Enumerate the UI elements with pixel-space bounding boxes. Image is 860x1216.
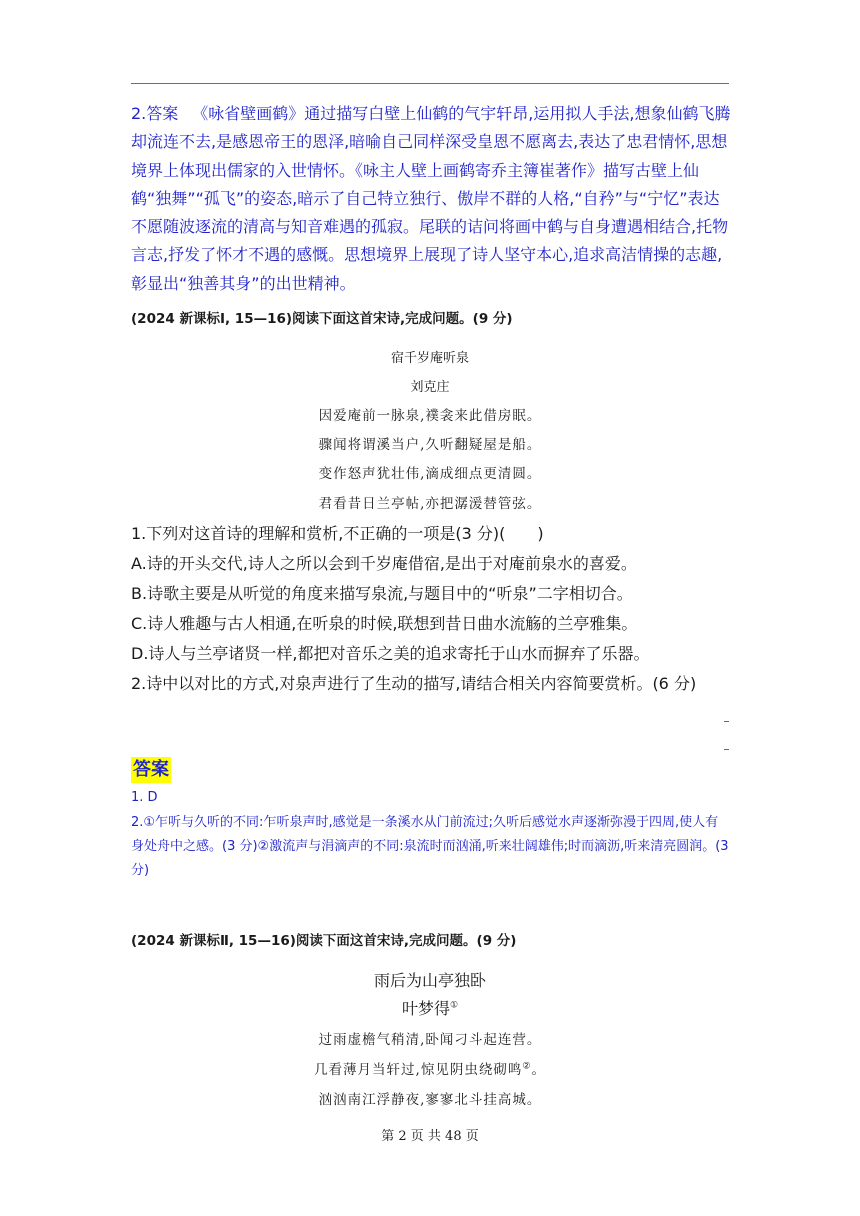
answer1-line2: 2.①乍听与久听的不同:乍听泉声时,感觉是一条溪水从门前流过;久听后感觉水声逐渐弥漫于四周,使人有身处舟中之感。(3 分)②激流声与涓滴声的不同:泉流时而汹涌,听来壮阔雄伟;时而滴沥,听来清亮圆润。(3 分) bbox=[131, 815, 729, 878]
margin-mark bbox=[724, 721, 729, 722]
option-b: B.诗歌主要是从听觉的角度来描写泉流,与题目中的“听泉”二字相切合。 bbox=[131, 584, 633, 603]
poem1-verse: 因爱庵前一脉泉,襆衾来此借房眠。 bbox=[318, 408, 542, 424]
question-2: 2.诗中以对比的方式,对泉声进行了生动的描写,请结合相关内容简要赏析。(6 分) bbox=[131, 674, 697, 693]
poem2-author: 叶梦得 bbox=[401, 999, 450, 1018]
section2-source: (2024 新课标Ⅱ, 15—16)阅读下面这首宋诗,完成问题。(9 分) bbox=[131, 933, 517, 949]
answer-heading: 答案 bbox=[131, 757, 171, 783]
footnote-marker: ② bbox=[522, 1061, 532, 1072]
footnote-marker: ① bbox=[449, 1000, 459, 1011]
poem1-verse: 君看昔日兰亭帖,亦把潺湲替管弦。 bbox=[318, 496, 542, 512]
previous-answer bbox=[131, 100, 731, 298]
answer-lead: 2.答案 bbox=[131, 104, 179, 123]
poem1-verse: 变作怒声犹壮伟,滴成细点更清圆。 bbox=[318, 466, 542, 482]
poem2-verse-main: 几看薄月当轩过,惊见阴虫绕砌鸣 bbox=[314, 1062, 523, 1078]
answer-text: 《咏省壁画鹤》通过描写白壁上仙鹤的气宇轩昂,运用拟人手法,想象仙鹤飞腾却流连不去,是感恩帝王的恩泽,暗喻自己同样深受皇恩不愿离去,表达了忠君情怀,思想境界上体现出儒家的入世情怀。《咏主人壁上画鹤寄乔主簿崔著作》描写古壁上仙鹤“独舞”“孤飞”的姿态,暗示了自己特立独行、傲岸不群的人格,“自矜”与“宁忆”表达不愿随波逐流的清高与知音难遇的孤寂。尾联的诘问将画中鹤与自身遭遇相结合,托物言志,抒发了怀才不遇的感慨。思想境界上展现了诗人坚守本心,追求高洁情操的志趣,彰显出“独善其身”的出世精神。 bbox=[131, 104, 731, 293]
poem2-verse: 过雨虚檐气稍清,卧闻刁斗起连营。 bbox=[318, 1032, 542, 1048]
section1-source: (2024 新课标Ⅰ, 15—16)阅读下面这首宋诗,完成问题。(9 分) bbox=[131, 311, 513, 327]
option-c: C.诗人雅趣与古人相通,在听泉的时候,联想到昔日曲水流觞的兰亭雅集。 bbox=[131, 614, 638, 633]
poem1-author: 刘克庄 bbox=[410, 380, 450, 395]
option-d: D.诗人与兰亭诸贤一样,都把对音乐之美的追求寄托于山水而摒弃了乐器。 bbox=[131, 644, 650, 663]
margin-mark bbox=[724, 749, 729, 750]
answer1-line1: 1. D bbox=[131, 790, 158, 805]
question-1: 1.下列对这首诗的理解和赏析,不正确的一项是(3 分)( ) bbox=[131, 524, 544, 543]
poem1-verse: 骤闻将谓溪当户,久听翻疑屋是船。 bbox=[318, 437, 542, 453]
poem2-verse-2 bbox=[131, 1060, 729, 1080]
poem2-title: 雨后为山亭独卧 bbox=[373, 971, 486, 990]
poem1-title: 宿千岁庵听泉 bbox=[390, 351, 469, 366]
option-a: A.诗的开头交代,诗人之所以会到千岁庵借宿,是出于对庵前泉水的喜爱。 bbox=[131, 554, 637, 573]
poem2-author-line bbox=[131, 998, 729, 1020]
page-footer: 第 2 页 共 48 页 bbox=[381, 1129, 479, 1144]
header-rule bbox=[131, 83, 729, 84]
poem2-verse: 汹汹南江浮静夜,寥寥北斗挂高城。 bbox=[318, 1092, 542, 1108]
poem2-verse-end: 。 bbox=[531, 1062, 546, 1078]
